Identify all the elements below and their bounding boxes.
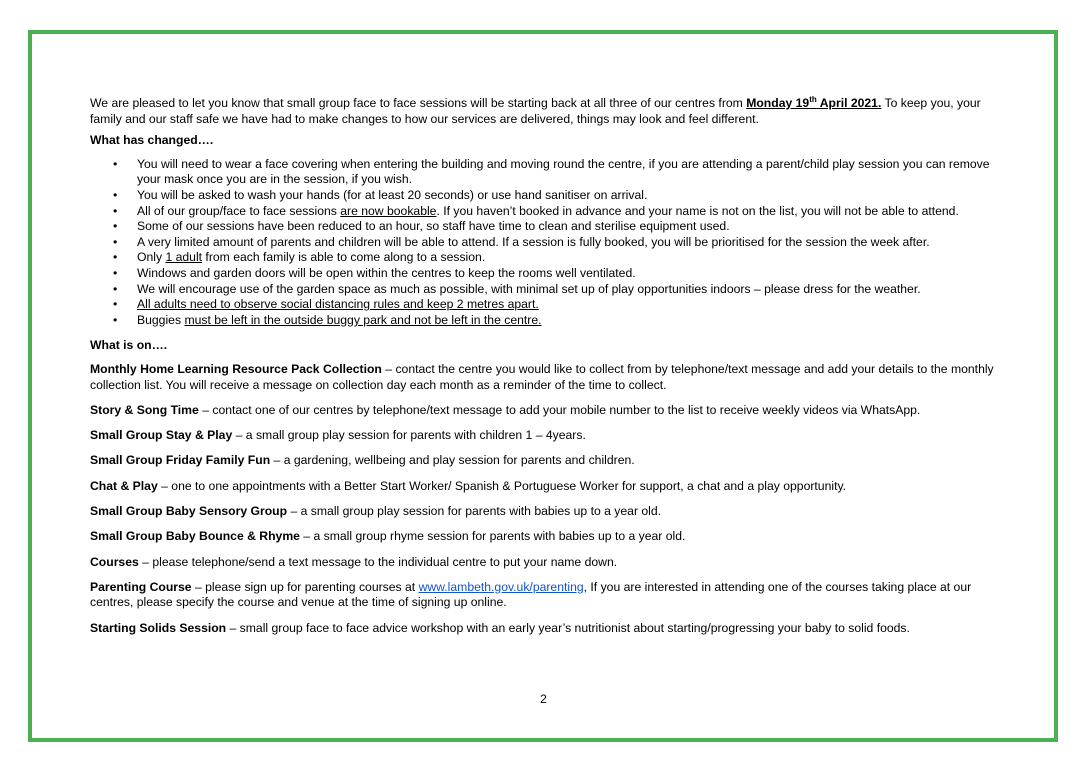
list-item: • You will need to wear a face covering when entering the building and moving round the centre, if you are attending a parent/child play session you can remove your mask once you are in the session, if you wish. [137, 157, 995, 188]
document-body [90, 92, 995, 646]
session-item: Courses – please telephone/send a text message to the individual centre to put your name down. [90, 554, 618, 569]
list-item: • We will encourage use of the garden space as much as possible, with minimal set up of play opportunities indoors – please dress for the weather. [137, 282, 995, 298]
list-item: • All of our group/face to face sessions are now bookable. If you haven’t booked in advance and your name is not on the list, you will not be able to attend. [137, 204, 995, 220]
start-date: Monday 19th April 2021. [746, 95, 882, 111]
intro-text-after: To keep you, your family and our staff safe we have had to make changes to how our services are delivered, things may look and feel different. [90, 96, 981, 126]
list-item: • You will be asked to wash your hands (for at least 20 seconds) or use hand sanitiser on arrival. [137, 188, 995, 204]
parenting-link[interactable]: www.lambeth.gov.uk/parenting [418, 579, 584, 594]
session-item: Small Group Baby Bounce & Rhyme – a small group rhyme session for parents with babies up to a year old. [90, 529, 686, 544]
intro-text: We are pleased to let you know that small group face to face sessions will be starting back at all three of our centres from [90, 96, 747, 111]
page-number: 2 [540, 692, 547, 706]
session-item: Story & Song Time – contact one of our centres by telephone/text message to add your mobile number to the list to receive weekly videos via WhatsApp. [90, 402, 921, 417]
list-item: • Some of our sessions have been reduced to an hour, so staff have time to clean and sterilise equipment used. [137, 219, 995, 235]
list-item: • All adults need to observe social distancing rules and keep 2 metres apart. [137, 297, 995, 313]
list-item: • A very limited amount of parents and children will be able to attend. If a session is fully booked, you will be prioritised for the session the week after. [137, 235, 995, 251]
list-item: • Windows and garden doors will be open within the centres to keep the rooms well ventilated. [137, 266, 995, 282]
changes-list [90, 157, 995, 329]
parenting-course: Parenting Course – please sign up for parenting courses at www.lambeth.gov.uk/parenting, If you are interested in attending one of the courses taking place at our centres, please specify the course and venue at the time of signing up online. [90, 579, 972, 610]
list-item: • Only 1 adult from each family is able to come along to a session. [137, 250, 995, 266]
session-item: Monthly Home Learning Resource Pack Collection – contact the centre you would like to collect from by telephone/text message and add your details to the monthly collection list. You will receive a message on collection day each month as a reminder of the time to collect. [90, 361, 994, 392]
starting-solids: Starting Solids Session – small group face to face advice workshop with an early year’s nutritionist about starting/progressing your baby to solid foods. [90, 620, 910, 635]
session-item: Small Group Friday Family Fun – a gardening, wellbeing and play session for parents and children. [90, 453, 635, 468]
intro-paragraph [90, 92, 995, 127]
session-item: Small Group Stay & Play – a small group play session for parents with children 1 – 4years. [90, 428, 586, 443]
list-item: • Buggies must be left in the outside buggy park and not be left in the centre. [137, 313, 995, 329]
session-item: Small Group Baby Sensory Group – a small group play session for parents with babies up to a year old. [90, 503, 662, 518]
changes-heading: What has changed…. [90, 133, 214, 148]
session-item: Chat & Play – one to one appointments with a Better Start Worker/ Spanish & Portuguese Worker for support, a chat and a play opportunity. [90, 478, 847, 493]
whats-on-heading: What is on…. [90, 338, 168, 353]
